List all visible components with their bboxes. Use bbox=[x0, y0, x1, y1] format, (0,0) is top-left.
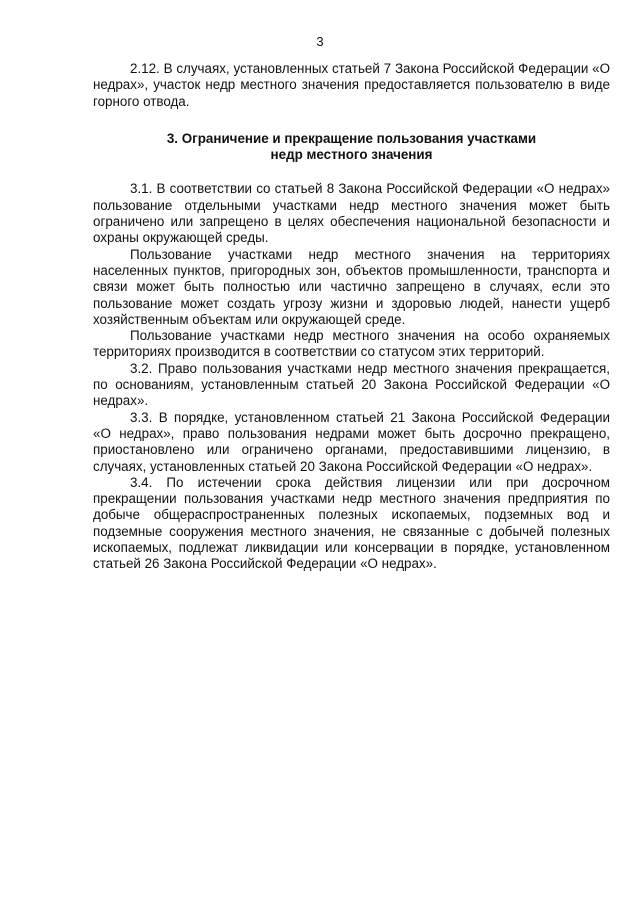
paragraph-3-3: 3.3. В порядке, установленном статьей 21 Закона Российской Федерации «О недрах», право пользования недрами может быть досрочно прекращено, приостановлено или ограничено органами, предоставившими лицензию, в случаях, установленных статьей 20 Закона Российской Федерации «О недрах». bbox=[93, 409, 610, 474]
paragraph-3-4: 3.4. По истечении срока действия лицензии или при досрочном прекращении пользования участками недр местного значения предприятия по добыче общераспространенных полезных ископаемых, подземных вод и подземные сооружения местного значения, не связанные с добычей полезных ископаемых, подлежат ликвидации или консервации в порядке, установленном статьей 26 Закона Российской Федерации «О недрах». bbox=[93, 474, 610, 572]
page-number: 3 bbox=[316, 34, 324, 49]
section-3-heading-line-2: недр местного значения bbox=[270, 147, 433, 163]
paragraph-2-12: 2.12. В случаях, установленных статьей 7 Закона Российской Федерации «О недрах», участок недр местного значения предоставляется пользователю в виде горного отвода. bbox=[93, 61, 610, 109]
section-3-heading bbox=[93, 131, 610, 164]
section-3-heading-line-1: 3. Ограничение и прекращение пользования участками bbox=[166, 130, 537, 146]
paragraph-3-1-populated-areas: Пользование участками недр местного значения на территориях населенных пунктов, пригородных зон, объектов промышленности, транспорта и связи может быть полностью или частично запрещено в случаях, если это пользование может создать угрозу жизни и здоровью людей, нанести ущерб хозяйственным объектам или окружающей среде. bbox=[93, 246, 610, 327]
paragraph-3-1-protected-areas: Пользование участками недр местного значения на особо охраняемых территориях производится в соответствии со статусом этих территорий. bbox=[93, 328, 610, 360]
paragraph-3-2: 3.2. Право пользования участками недр местного значения прекращается, по основаниям, установленным статьей 20 Закона Российской Федерации «О недрах». bbox=[93, 360, 610, 409]
paragraph-3-1: 3.1. В соответствии со статьей 8 Закона Российской Федерации «О недрах» пользование отдельными участками недр местного значения может быть ограничено или запрещено в целях обеспечения национальной безопасности и охраны окружающей среды. bbox=[93, 181, 610, 246]
document-body bbox=[93, 61, 610, 573]
